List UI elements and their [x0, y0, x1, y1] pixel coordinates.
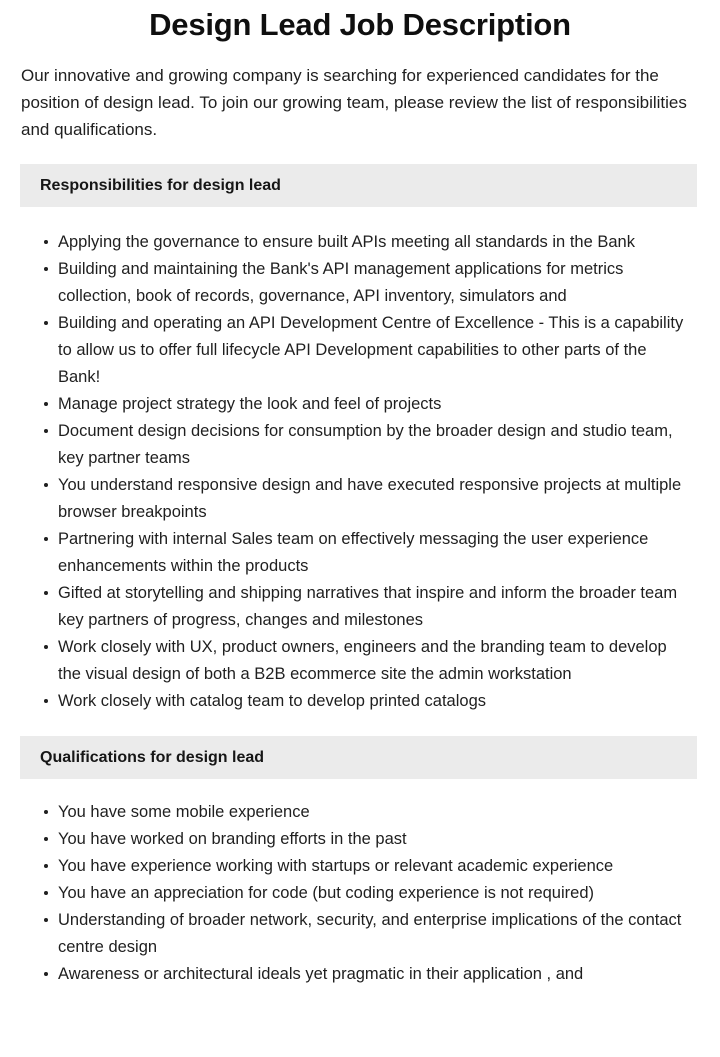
section-header-responsibilities: [20, 164, 697, 207]
qualifications-list: [0, 779, 720, 988]
list-item: You have an appreciation for code (but coding experience is not required): [58, 880, 693, 907]
list-item: You have some mobile experience: [58, 799, 693, 826]
section-heading-label: Qualifications for design lead: [40, 749, 265, 766]
section-qualifications: [0, 736, 720, 988]
list-item: Awareness or architectural ideals yet pragmatic in their application , and: [58, 961, 693, 988]
list-item: Understanding of broader network, security, and enterprise implications of the contact centre design: [58, 907, 693, 961]
list-item: Document design decisions for consumption by the broader design and studio team, key partner teams: [58, 418, 693, 472]
responsibilities-list: [0, 207, 720, 715]
list-item: You have worked on branding efforts in the past: [58, 826, 693, 853]
section-responsibilities: [0, 164, 720, 715]
intro-paragraph: Our innovative and growing company is searching for experienced candidates for the position of design lead. To join our growing team, please review the list of responsibilities and qualifications.: [21, 66, 687, 139]
list-item: Gifted at storytelling and shipping narratives that inspire and inform the broader team key partners of progress, changes and milestones: [58, 580, 693, 634]
page-title: Design Lead Job Description: [149, 7, 571, 42]
list-item: Work closely with UX, product owners, engineers and the branding team to develop the visual design of both a B2B ecommerce site the admin workstation: [58, 634, 693, 688]
list-item: Applying the governance to ensure built APIs meeting all standards in the Bank: [58, 229, 693, 256]
list-item: You have experience working with startups or relevant academic experience: [58, 853, 693, 880]
list-item: Building and operating an API Development Centre of Excellence - This is a capability to allow us to offer full lifecycle API Development capabilities to other parts of the Bank!: [58, 310, 693, 391]
page-bottom-spacer: [0, 988, 720, 1016]
list-item: You understand responsive design and have executed responsive projects at multiple browser breakpoints: [58, 472, 693, 526]
section-header-qualifications: [20, 736, 697, 779]
list-item: Building and maintaining the Bank's API management applications for metrics collection, book of records, governance, API inventory, simulators and: [58, 256, 693, 310]
list-item: Partnering with internal Sales team on effectively messaging the user experience enhancements within the products: [58, 526, 693, 580]
list-item: Manage project strategy the look and feel of projects: [58, 391, 693, 418]
section-heading-label: Responsibilities for design lead: [40, 177, 281, 194]
list-item: Work closely with catalog team to develop printed catalogs: [58, 688, 693, 715]
